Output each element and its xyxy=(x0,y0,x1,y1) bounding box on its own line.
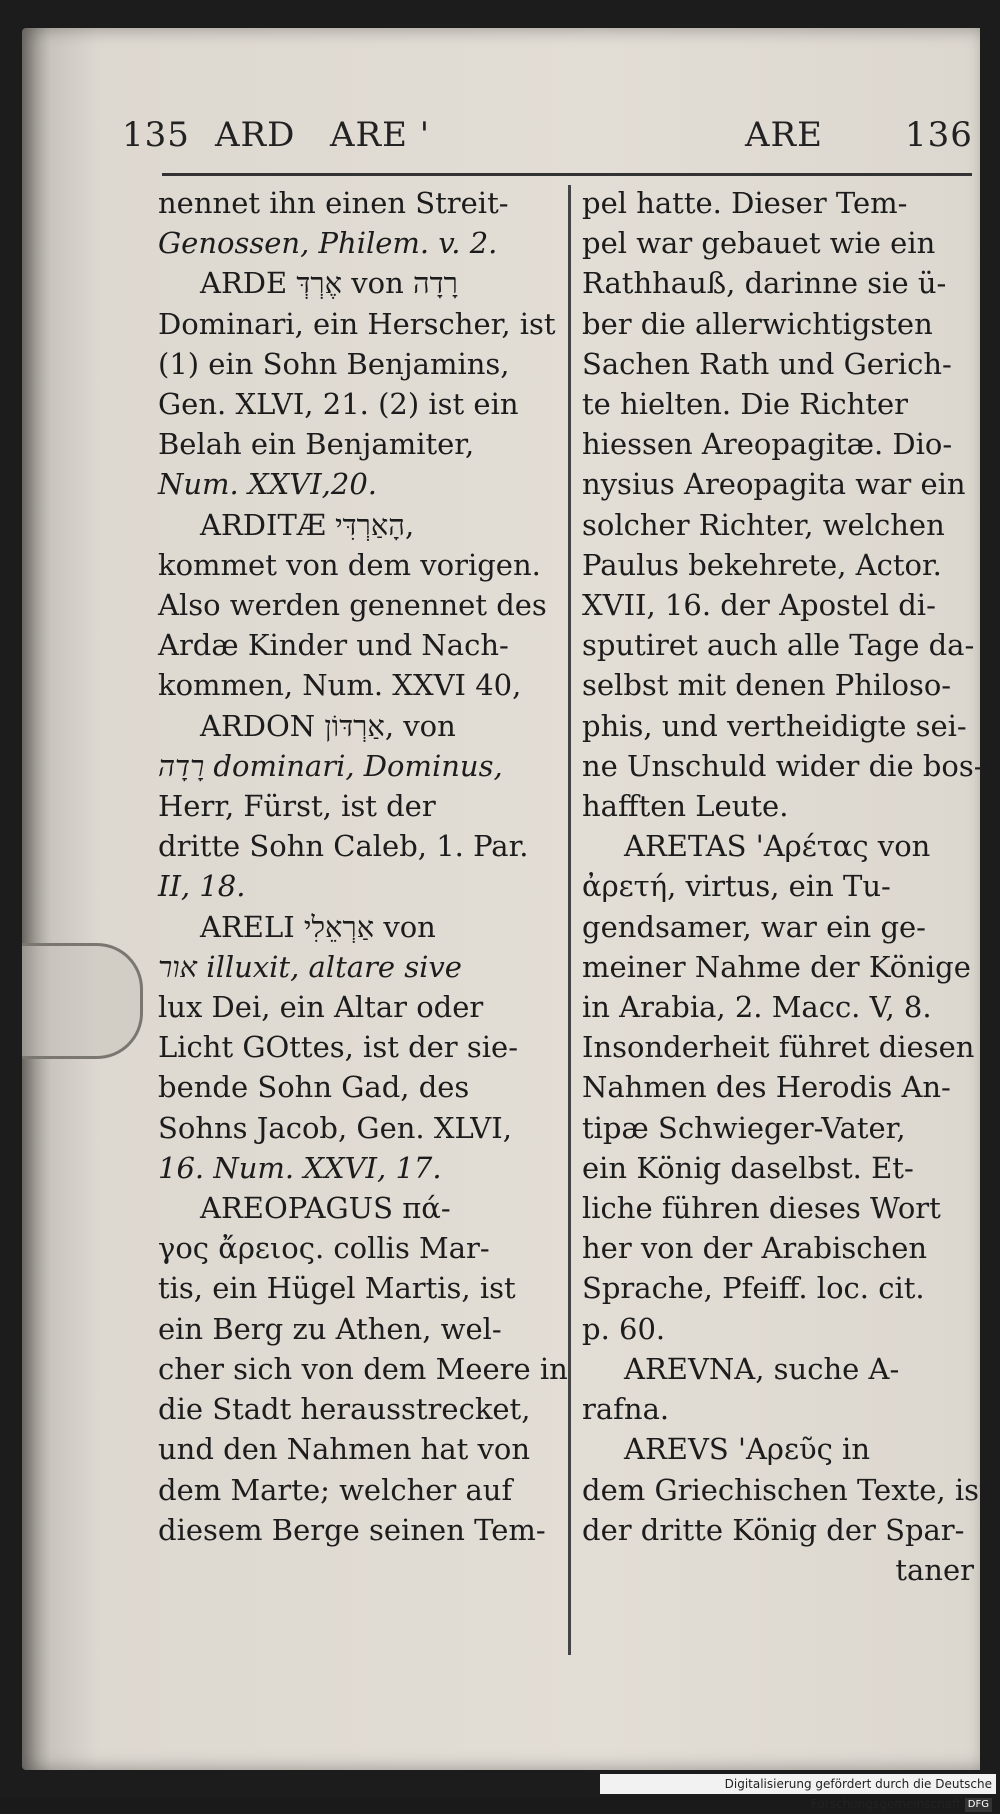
text-line: phis, und vertheidigte sei- xyxy=(582,708,967,743)
text-line: p. 60. xyxy=(582,1311,666,1346)
entry-heading-aretas: ARETAS 'Αρέτας von xyxy=(624,829,931,864)
text-line: nysius Areopagita war ein xyxy=(582,467,966,502)
text-line: Ardæ Kinder und Nach- xyxy=(158,628,509,663)
entry-heading-arditae: ARDITÆ הָאַרְדִּי, xyxy=(200,507,415,542)
entry-heading-areli: ARELI אַרְאֵלִי von xyxy=(200,909,436,944)
text-line: der dritte König der Spar- xyxy=(582,1512,965,1547)
text-line: lux Dei, ein Altar oder xyxy=(158,990,484,1025)
text-line: die Stadt herausstrecket, xyxy=(158,1392,531,1427)
text-line: Sprache, Pfeiff. loc. cit. xyxy=(582,1271,925,1306)
entry-heading-areopagus: AREOPAGUS πά- xyxy=(200,1191,451,1226)
text-line: Herr, Fürst, ist der xyxy=(158,789,436,824)
footer-text: Digitalisierung gefördert durch die Deutsche Forschungsgemeinschaft xyxy=(724,1777,992,1811)
text-line: tis, ein Hügel Martis, ist xyxy=(158,1271,516,1306)
running-header xyxy=(120,115,980,163)
text-line: Paulus bekehrete, Actor. xyxy=(582,547,942,582)
page-clip xyxy=(22,943,143,1059)
text-line: Licht GOttes, ist der sie- xyxy=(158,1030,519,1065)
text-line: XVII, 16. der Apostel di- xyxy=(582,588,936,623)
text-line: Dominari, ein Herscher, ist xyxy=(158,306,556,341)
text-line: (1) ein Sohn Benjamins, xyxy=(158,346,510,381)
text-line: meiner Nahme der Könige xyxy=(582,949,971,984)
text-line: nennet ihn einen Streit- xyxy=(158,186,509,220)
text-line: Num. XXVI,20. xyxy=(158,467,378,502)
entry-heading-arevna: AREVNA, suche A- xyxy=(624,1351,900,1386)
text-line: Sohns Jacob, Gen. XLVI, xyxy=(158,1110,512,1145)
left-column xyxy=(158,183,568,1550)
text-line: dem Marte; welcher auf xyxy=(158,1472,513,1507)
text-line: gendsamer, war ein ge- xyxy=(582,909,926,944)
text-line: sputiret auch alle Tage da- xyxy=(582,628,975,663)
text-line: pel war gebauet wie ein xyxy=(582,226,936,261)
entry-heading-arde: ARDE אֶרְדְּ von רָדָה xyxy=(200,266,458,301)
text-line: und den Nahmen hat von xyxy=(158,1432,531,1467)
text-line: liche führen dieses Wort xyxy=(582,1191,941,1226)
dfg-logo: DFG xyxy=(965,1798,992,1812)
text-line: ein Berg zu Athen, wel- xyxy=(158,1311,502,1346)
text-line: diesem Berge seinen Tem- xyxy=(158,1512,546,1547)
entry-heading-ardon: ARDON אַרְדּוֹן, von xyxy=(200,708,456,743)
text-line: ἀρετή, virtus, ein Tu- xyxy=(582,869,891,904)
column-divider xyxy=(568,185,571,1655)
text-line: te hielten. Die Richter xyxy=(582,387,908,422)
text-line: רָדָה dominari, Dominus, xyxy=(158,748,503,783)
text-line: אור illuxit, altare sive xyxy=(158,949,462,984)
entry-heading-arevs: AREVS 'Αρεῦς in xyxy=(624,1432,871,1467)
text-line: hafften Leute. xyxy=(582,789,789,824)
text-line: Gen. XLVI, 21. (2) ist ein xyxy=(158,387,519,422)
text-line: kommet von dem vorigen. xyxy=(158,547,541,582)
text-line: γος ἄρειος. collis Mar- xyxy=(158,1231,490,1266)
text-line: Belah ein Benjamiter, xyxy=(158,427,475,462)
text-line: hiessen Areopagitæ. Dio- xyxy=(582,427,953,462)
header-rule xyxy=(162,173,972,176)
text-line: selbst mit denen Philoso- xyxy=(582,668,952,703)
text-line: Genossen, Philem. v. 2. xyxy=(158,226,498,261)
text-line: Sachen Rath und Gerich- xyxy=(582,346,952,381)
text-line: II, 18. xyxy=(158,869,246,904)
text-line: solcher Richter, welchen xyxy=(582,507,945,542)
text-line: her von der Arabischen xyxy=(582,1231,928,1266)
text-line: dritte Sohn Caleb, 1. Par. xyxy=(158,829,529,864)
text-line: ein König daselbst. Et- xyxy=(582,1150,914,1185)
text-line: Nahmen des Herodis An- xyxy=(582,1070,951,1105)
text-line: tipæ Schwieger-Vater, xyxy=(582,1110,906,1145)
text-line: pel hatte. Dieser Tem- xyxy=(582,186,908,220)
center-header-word: ARE ' xyxy=(330,115,431,155)
left-page-number: 135 xyxy=(122,115,190,155)
right-page-number: 136 xyxy=(905,115,973,155)
left-header-word: ARD xyxy=(215,115,296,155)
text-line: dem Griechischen Texte, ist xyxy=(582,1472,991,1507)
catchword: taner xyxy=(895,1552,974,1587)
text-line: Also werden genennet des xyxy=(158,588,547,623)
text-line: 16. Num. XXVI, 17. xyxy=(158,1150,442,1185)
right-column xyxy=(582,183,991,1590)
right-header-word: ARE xyxy=(745,115,823,155)
digitization-footer xyxy=(600,1774,996,1811)
text-line: rafna. xyxy=(582,1392,670,1427)
text-line: ne Unschuld wider die bos- xyxy=(582,748,984,783)
text-line: ber die allerwichtigsten xyxy=(582,306,933,341)
text-line: kommen, Num. XXVI 40, xyxy=(158,668,522,703)
text-line: Insonderheit führet diesen xyxy=(582,1030,975,1065)
text-line: Rathhauß, darinne sie ü- xyxy=(582,266,947,301)
text-line: bende Sohn Gad, des xyxy=(158,1070,470,1105)
text-line: cher sich von dem Meere in xyxy=(158,1351,568,1386)
text-line: in Arabia, 2. Macc. V, 8. xyxy=(582,990,932,1025)
